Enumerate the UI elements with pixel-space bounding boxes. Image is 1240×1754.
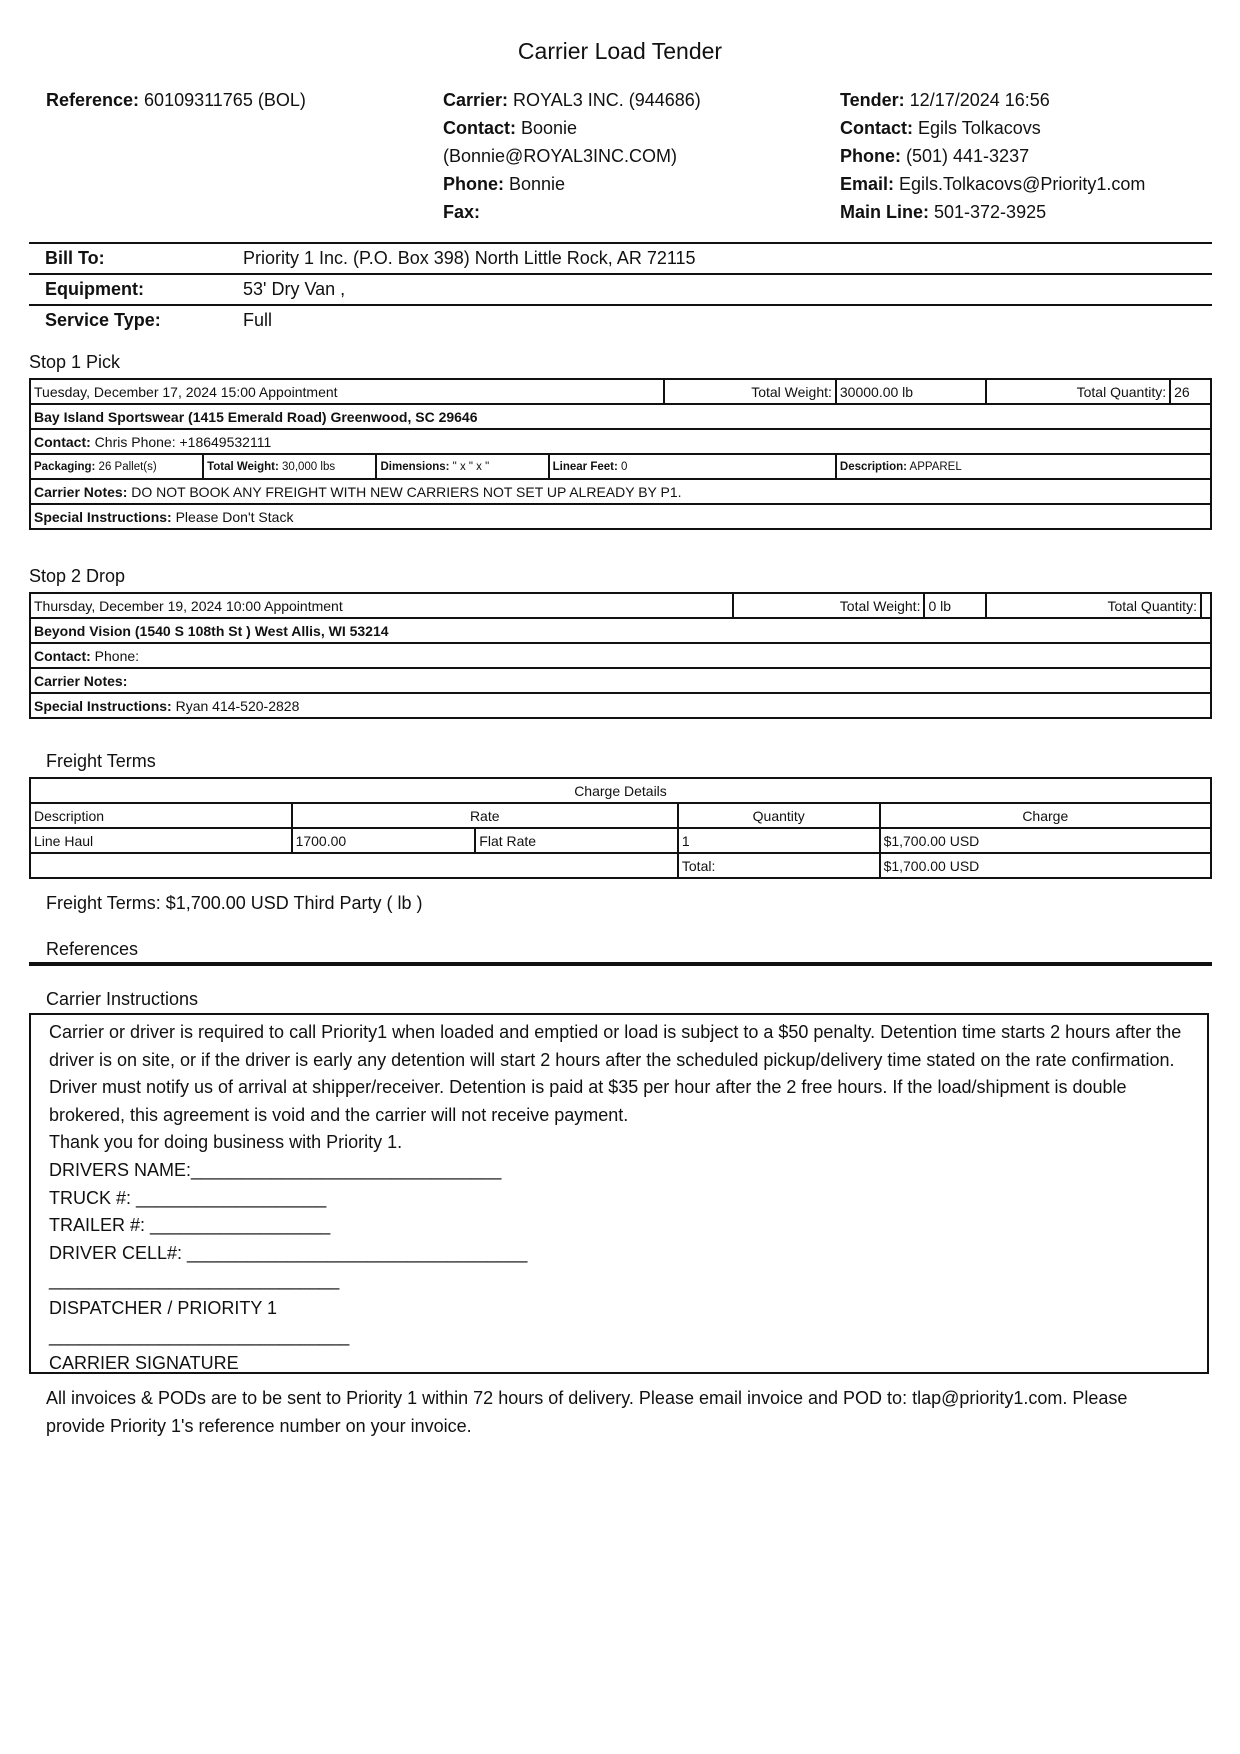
- dispatcher-label: DISPATCHER / PRIORITY 1: [49, 1297, 278, 1318]
- stop1-dimensions: " x " x ": [449, 460, 490, 473]
- reference-value: 60109311765 (BOL): [139, 90, 306, 110]
- main-line-label: Main Line:: [840, 202, 929, 222]
- charge-rate-type: Flat Rate: [475, 828, 678, 853]
- service-type-row: [29, 305, 1212, 335]
- equipment-row: [29, 274, 1212, 305]
- charge-details-title-row: [30, 778, 1211, 803]
- tender-value: 12/17/2024 16:56: [904, 90, 1050, 110]
- col-rate-header: Rate: [292, 803, 678, 828]
- broker-contact-label: Contact:: [840, 118, 913, 138]
- reference-line: [46, 86, 306, 114]
- stop1-location: Bay Island Sportswear (1415 Emerald Road) Greenwood, SC 29646: [34, 408, 478, 425]
- stop1-heading: Stop 1 Pick: [29, 352, 121, 372]
- service-type-value: Full: [227, 305, 1212, 335]
- tender-line: [840, 86, 1145, 114]
- bill-to-row: [29, 243, 1212, 274]
- equipment-value: 53' Dry Van ,: [227, 274, 1212, 305]
- tender-label: Tender:: [840, 90, 905, 110]
- stop2-appointment-row: [30, 593, 1211, 618]
- stop1-weight-cell: [203, 454, 376, 479]
- stop1-packaging: 26 Pallet(s): [95, 460, 157, 473]
- carrier-signature-line: ______________________________: [49, 1325, 350, 1346]
- freight-terms-line: Freight Terms: $1,700.00 USD Third Party ( lb ): [46, 893, 423, 913]
- trailer-number-line: TRAILER #: __________________: [49, 1215, 331, 1236]
- carrier-signature-label: CARRIER SIGNATURE: [49, 1353, 239, 1374]
- stop2-contact-label: Contact:: [34, 647, 91, 664]
- bill-to-label: Bill To:: [29, 243, 227, 274]
- stop1-linear-feet-label: Linear Feet:: [552, 460, 618, 473]
- broker-contact-value: Egils Tolkacovs: [913, 118, 1041, 138]
- stop2-total-quantity: [1201, 593, 1211, 618]
- charge-rate: 1700.00: [292, 828, 476, 853]
- carrier-phone-line: [443, 170, 701, 198]
- stop1-contact-label: Contact:: [34, 433, 91, 450]
- stop1-contact-cell: [30, 429, 1211, 454]
- stop1-special-row: [30, 504, 1211, 529]
- stop1-details-row: [30, 454, 1211, 479]
- broker-email-line: [840, 170, 1145, 198]
- stop1-packaging-label: Packaging:: [34, 460, 96, 473]
- broker-phone-line: [840, 142, 1145, 170]
- stop1-weight-label: Total Weight:: [207, 460, 279, 473]
- stop2-special-label: Special Instructions:: [34, 697, 172, 714]
- carrier-instructions-box: [29, 1013, 1209, 1374]
- stop2-special: Ryan 414-520-2828: [171, 697, 300, 714]
- carrier-phone-label: Phone:: [443, 174, 504, 194]
- col-description-header: Description: [30, 803, 292, 828]
- freight-terms-heading: Freight Terms: [46, 751, 156, 771]
- stop2-table: [29, 592, 1212, 719]
- header-carrier-column: [443, 86, 701, 226]
- stop1-special-cell: [30, 504, 1211, 529]
- header-reference-column: [46, 86, 306, 114]
- stop1-contact-row: [30, 429, 1211, 454]
- stop1-appointment-row: [30, 379, 1211, 404]
- stop1-description: APPAREL: [906, 460, 962, 473]
- stop2-appointment: Thursday, December 19, 2024 10:00 Appointment: [30, 593, 733, 618]
- stop1-linear-feet: 0: [617, 460, 628, 473]
- stop1-total-weight-label: Total Weight:: [664, 379, 836, 404]
- instructions-thanks: Thank you for doing business with Priority 1.: [49, 1132, 403, 1153]
- dispatcher-signature-line: _____________________________: [49, 1270, 340, 1291]
- references-divider: [29, 962, 1212, 966]
- stop1-dimensions-label: Dimensions:: [380, 460, 450, 473]
- stop2-location-cell: [30, 618, 1211, 643]
- reference-label: Reference:: [46, 90, 140, 110]
- stop1-packaging-cell: [30, 454, 203, 479]
- broker-phone-label: Phone:: [840, 146, 901, 166]
- stop2-total-weight: 0 lb: [924, 593, 986, 618]
- stop1-table: [29, 378, 1212, 530]
- main-line-value: 501-372-3925: [929, 202, 1047, 222]
- charge-quantity: 1: [678, 828, 880, 853]
- stop1-carrier-notes-row: [30, 479, 1211, 504]
- stop1-location-row: [30, 404, 1211, 429]
- header-tender-column: [840, 86, 1145, 226]
- charge-amount: $1,700.00 USD: [880, 828, 1211, 853]
- equipment-label: Equipment:: [29, 274, 227, 305]
- charge-row: [30, 828, 1211, 853]
- carrier-contact-value: Boonie: [516, 118, 578, 138]
- stop2-carrier-notes-cell: [30, 668, 1211, 693]
- carrier-email-line: [443, 142, 701, 170]
- broker-email-label: Email:: [840, 174, 895, 194]
- stop2-special-cell: [30, 693, 1211, 718]
- stop2-heading: Stop 2 Drop: [29, 566, 126, 586]
- stop1-carrier-notes-cell: [30, 479, 1211, 504]
- charge-details-table: [29, 777, 1212, 879]
- carrier-fax-label: Fax:: [443, 202, 481, 222]
- service-type-label: Service Type:: [29, 305, 227, 335]
- stop1-weight: 30,000 lbs: [278, 460, 336, 473]
- stop1-total-quantity-label: Total Quantity:: [986, 379, 1170, 404]
- stop1-total-weight: 30000.00 lb: [836, 379, 986, 404]
- bill-to-value: Priority 1 Inc. (P.O. Box 398) North Little Rock, AR 72115: [227, 243, 1212, 274]
- carrier-contact-label: Contact:: [443, 118, 516, 138]
- stop1-description-label: Description:: [839, 460, 907, 473]
- charge-details-title: Charge Details: [30, 778, 1211, 803]
- carrier-email-value: (Bonnie@ROYAL3INC.COM): [443, 146, 677, 166]
- truck-number-line: TRUCK #: ___________________: [49, 1187, 327, 1208]
- carrier-instructions-heading: Carrier Instructions: [46, 989, 199, 1009]
- stop2-carrier-notes-label: Carrier Notes:: [34, 672, 128, 689]
- driver-cell-line: DRIVER CELL#: __________________________________: [49, 1242, 528, 1263]
- stop2-carrier-notes-row: [30, 668, 1211, 693]
- stop1-special-label: Special Instructions:: [34, 508, 172, 525]
- references-heading: References: [46, 939, 139, 959]
- stop2-contact-cell: [30, 643, 1211, 668]
- stop1-contact: Chris Phone: +18649532111: [90, 433, 272, 450]
- stop1-description-cell: [836, 454, 1211, 479]
- stop1-linear-feet-cell: [549, 454, 836, 479]
- broker-phone-value: (501) 441-3237: [901, 146, 1030, 166]
- stop1-location-cell: [30, 404, 1211, 429]
- page-title: Carrier Load Tender: [517, 38, 723, 64]
- stop2-special-row: [30, 693, 1211, 718]
- stop1-carrier-notes-label: Carrier Notes:: [34, 483, 128, 500]
- stop2-location: Beyond Vision (1540 S 108th St ) West Allis, WI 53214: [34, 622, 389, 639]
- instructions-paragraph: Carrier or driver is required to call Priority1 when loaded and emptied or load is subject to a $50 penalty. Detention time starts 2 hours after the driver is on site, or if the driver is early any detention will start 2 hours after the scheduled pickup/delivery time stated on the rate confirmation. Driver must notify us of arrival at shipper/receiver. Detention is paid at $35 per hour after the 2 free hours. If the load/shipment is double brokered, this agreement is void and the carrier will not receive payment.: [49, 1022, 1182, 1125]
- carrier-label: Carrier:: [443, 90, 509, 110]
- charge-total: $1,700.00 USD: [880, 853, 1211, 878]
- stop2-contact: Phone:: [90, 647, 140, 664]
- drivers-name-line: DRIVERS NAME:_______________________________: [49, 1159, 502, 1180]
- carrier-contact-line: [443, 114, 701, 142]
- col-quantity-header: Quantity: [678, 803, 880, 828]
- stop1-special: Please Don't Stack: [171, 508, 294, 525]
- stop2-total-weight-label: Total Weight:: [733, 593, 925, 618]
- invoice-footer-note: All invoices & PODs are to be sent to Priority 1 within 72 hours of delivery. Please email invoice and POD to: tlap@priority1.com. Please provide Priority 1's reference number on your invoice.: [46, 1388, 1128, 1436]
- stop1-carrier-notes: DO NOT BOOK ANY FREIGHT WITH NEW CARRIERS NOT SET UP ALREADY BY P1.: [127, 483, 682, 500]
- stop1-dimensions-cell: [376, 454, 548, 479]
- summary-table: [29, 242, 1212, 335]
- carrier-value: ROYAL3 INC. (944686): [508, 90, 701, 110]
- charge-total-label: Total:: [678, 853, 880, 878]
- charge-header-row: [30, 803, 1211, 828]
- main-line-line: [840, 198, 1145, 226]
- stop1-total-quantity: 26: [1170, 379, 1211, 404]
- stop2-contact-row: [30, 643, 1211, 668]
- charge-total-spacer: [30, 853, 678, 878]
- carrier-fax-line: [443, 198, 701, 226]
- broker-email-value: Egils.Tolkacovs@Priority1.com: [894, 174, 1146, 194]
- col-charge-header: Charge: [880, 803, 1211, 828]
- stop2-location-row: [30, 618, 1211, 643]
- charge-total-row: [30, 853, 1211, 878]
- charge-description: Line Haul: [30, 828, 292, 853]
- carrier-phone-value: Bonnie: [504, 174, 566, 194]
- stop2-total-quantity-label: Total Quantity:: [986, 593, 1201, 618]
- broker-contact-line: [840, 114, 1145, 142]
- stop1-appointment: Tuesday, December 17, 2024 15:00 Appointment: [30, 379, 664, 404]
- carrier-line: [443, 86, 701, 114]
